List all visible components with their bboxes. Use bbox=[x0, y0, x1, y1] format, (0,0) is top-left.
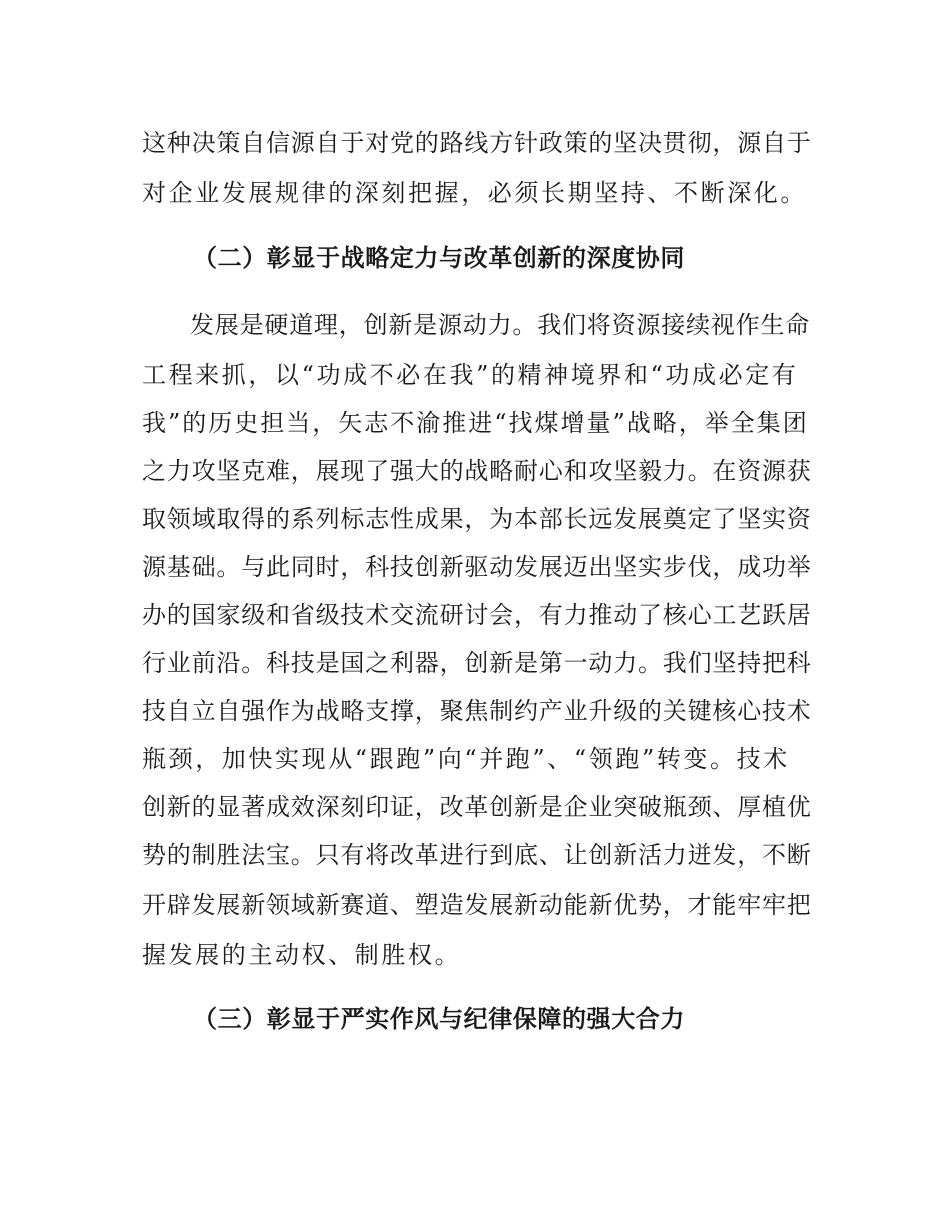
section-heading-2: （二）彰显于战略定力与改革创新的深度协同 bbox=[193, 244, 685, 272]
paragraph-2-line-4: 之力攻坚克难，展现了强大的战略耐心和攻坚毅力。在资源获 bbox=[142, 457, 812, 485]
paragraph-2-line-13: 开辟发展新领域新赛道、塑造发展新动能新优势，才能牢牢把 bbox=[142, 891, 812, 919]
paragraph-2-line-11: 创新的显著成效深刻印证，改革创新是企业突破瓶颈、厚植优 bbox=[142, 793, 812, 821]
paragraph-2-line-2: 工程来抓，以“功成不必在我”的精神境界和“功成必定有 bbox=[142, 361, 799, 389]
paragraph-2-line-10: 瓶颈，加快实现从“跟跑”向“并跑”、“领跑”转变。技术 bbox=[142, 745, 790, 773]
paragraph-2-line-5: 取领域取得的系列标志性成果，为本部长远发展奠定了坚实资 bbox=[142, 505, 812, 533]
paragraph-2-line-6: 源基础。与此同时，科技创新驱动发展迈出坚实步伐，成功举 bbox=[142, 553, 812, 581]
paragraph-2-line-7: 办的国家级和省级技术交流研讨会，有力推动了核心工艺跃居 bbox=[142, 601, 812, 629]
paragraph-2-line-1: 发展是硬道理，创新是源动力。我们将资源接续视作生命 bbox=[190, 311, 810, 339]
paragraph-2-line-12: 势的制胜法宝。只有将改革进行到底、让创新活力迸发，不断 bbox=[142, 841, 812, 869]
paragraph-2-line-14: 握发展的主动权、制胜权。 bbox=[142, 941, 462, 969]
paragraph-1-line-1: 这种决策自信源自于对党的路线方针政策的坚决贯彻，源自于 bbox=[142, 129, 812, 157]
paragraph-2-line-8: 行业前沿。科技是国之利器，创新是第一动力。我们坚持把科 bbox=[142, 649, 812, 677]
paragraph-2-line-3: 我”的历史担当，矢志不渝推进“找煤增量”战略，举全集团 bbox=[142, 409, 809, 437]
paragraph-1-line-2: 对企业发展规律的深刻把握，必须长期坚持、不断深化。 bbox=[142, 179, 807, 207]
paragraph-2-line-9: 技自立自强作为战略支撑，聚焦制约产业升级的关键核心技术 bbox=[142, 697, 812, 725]
section-heading-3: （三）彰显于严实作风与纪律保障的强大合力 bbox=[193, 1005, 685, 1033]
